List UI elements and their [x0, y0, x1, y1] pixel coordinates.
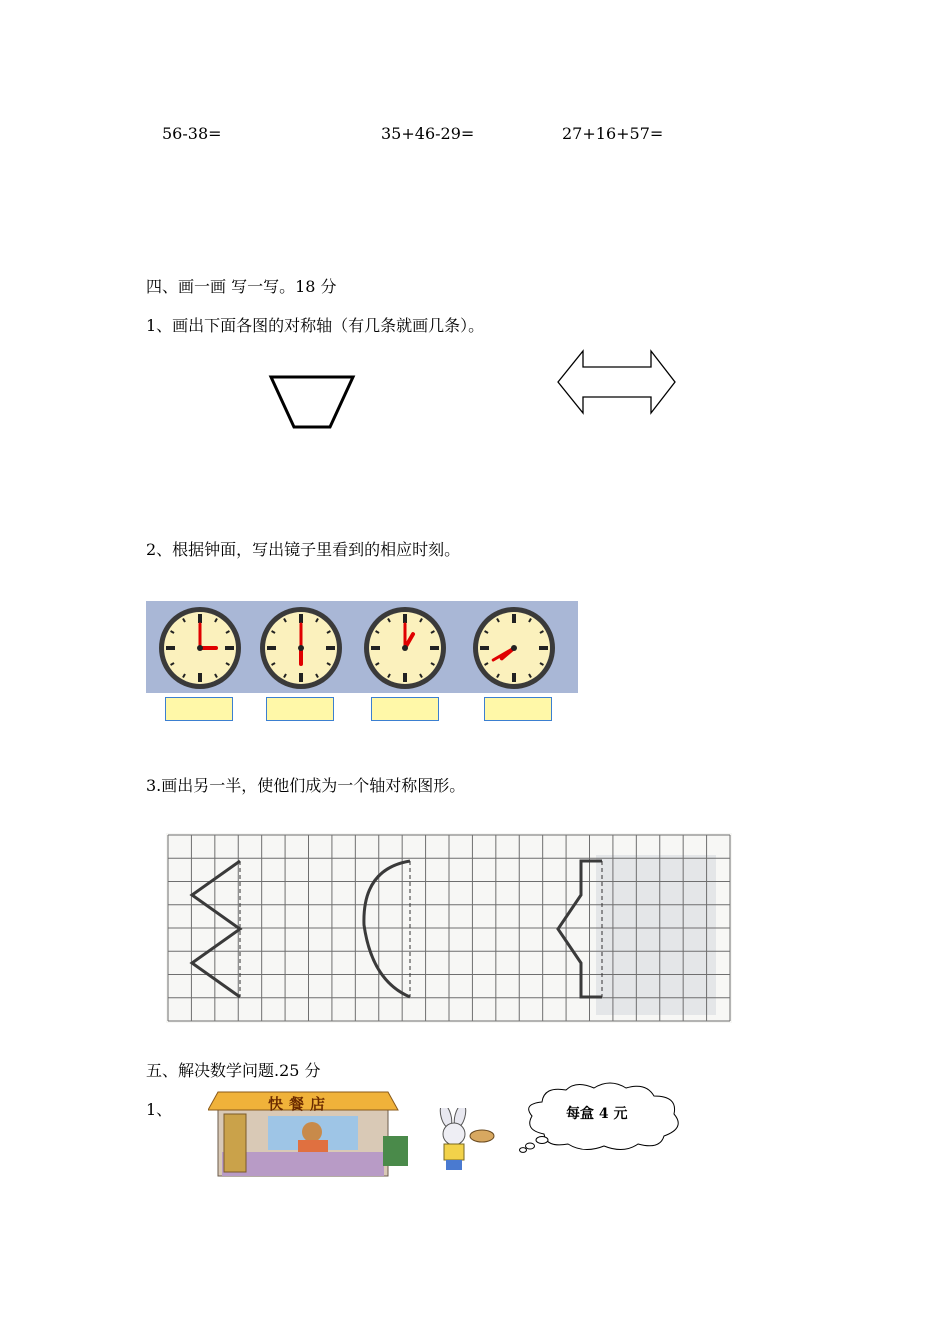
- question-4-3: 3.画出另一半，使他们成为一个轴对称图形。: [146, 776, 466, 795]
- clock-face-1: [159, 607, 241, 689]
- section-5-heading: 五、解决数学问题.25 分: [146, 1061, 321, 1080]
- answer-box-3[interactable]: [371, 697, 439, 721]
- question-4-2: 2、根据钟面，写出镜子里看到的相应时刻。: [146, 540, 461, 559]
- clock-face-3: [364, 607, 446, 689]
- clock-face-2: [260, 607, 342, 689]
- question-4-1: 1、画出下面各图的对称轴（有几条就画几条）。: [146, 316, 485, 335]
- trapezoid-figure: [268, 374, 358, 430]
- section-4-heading: 四、画一画 写一写。18 分: [146, 277, 337, 296]
- answer-box-4[interactable]: [484, 697, 552, 721]
- expression-1: 56-38=: [162, 124, 222, 143]
- rabbit-illustration: [416, 1108, 506, 1178]
- expression-3: 27+16+57=: [562, 124, 664, 143]
- price-bubble-text: 每盒 4 元: [566, 1106, 628, 1122]
- double-arrow-figure: [556, 348, 678, 416]
- drawing-grid[interactable]: [166, 833, 732, 1023]
- question-5-1-label: 1、: [146, 1100, 173, 1119]
- answer-box-1[interactable]: [165, 697, 233, 721]
- expression-2: 35+46-29=: [381, 124, 475, 143]
- shop-sign: 快餐店: [268, 1095, 332, 1113]
- answer-box-2[interactable]: [266, 697, 334, 721]
- clock-face-4: [473, 607, 555, 689]
- clocks-group: [146, 601, 578, 693]
